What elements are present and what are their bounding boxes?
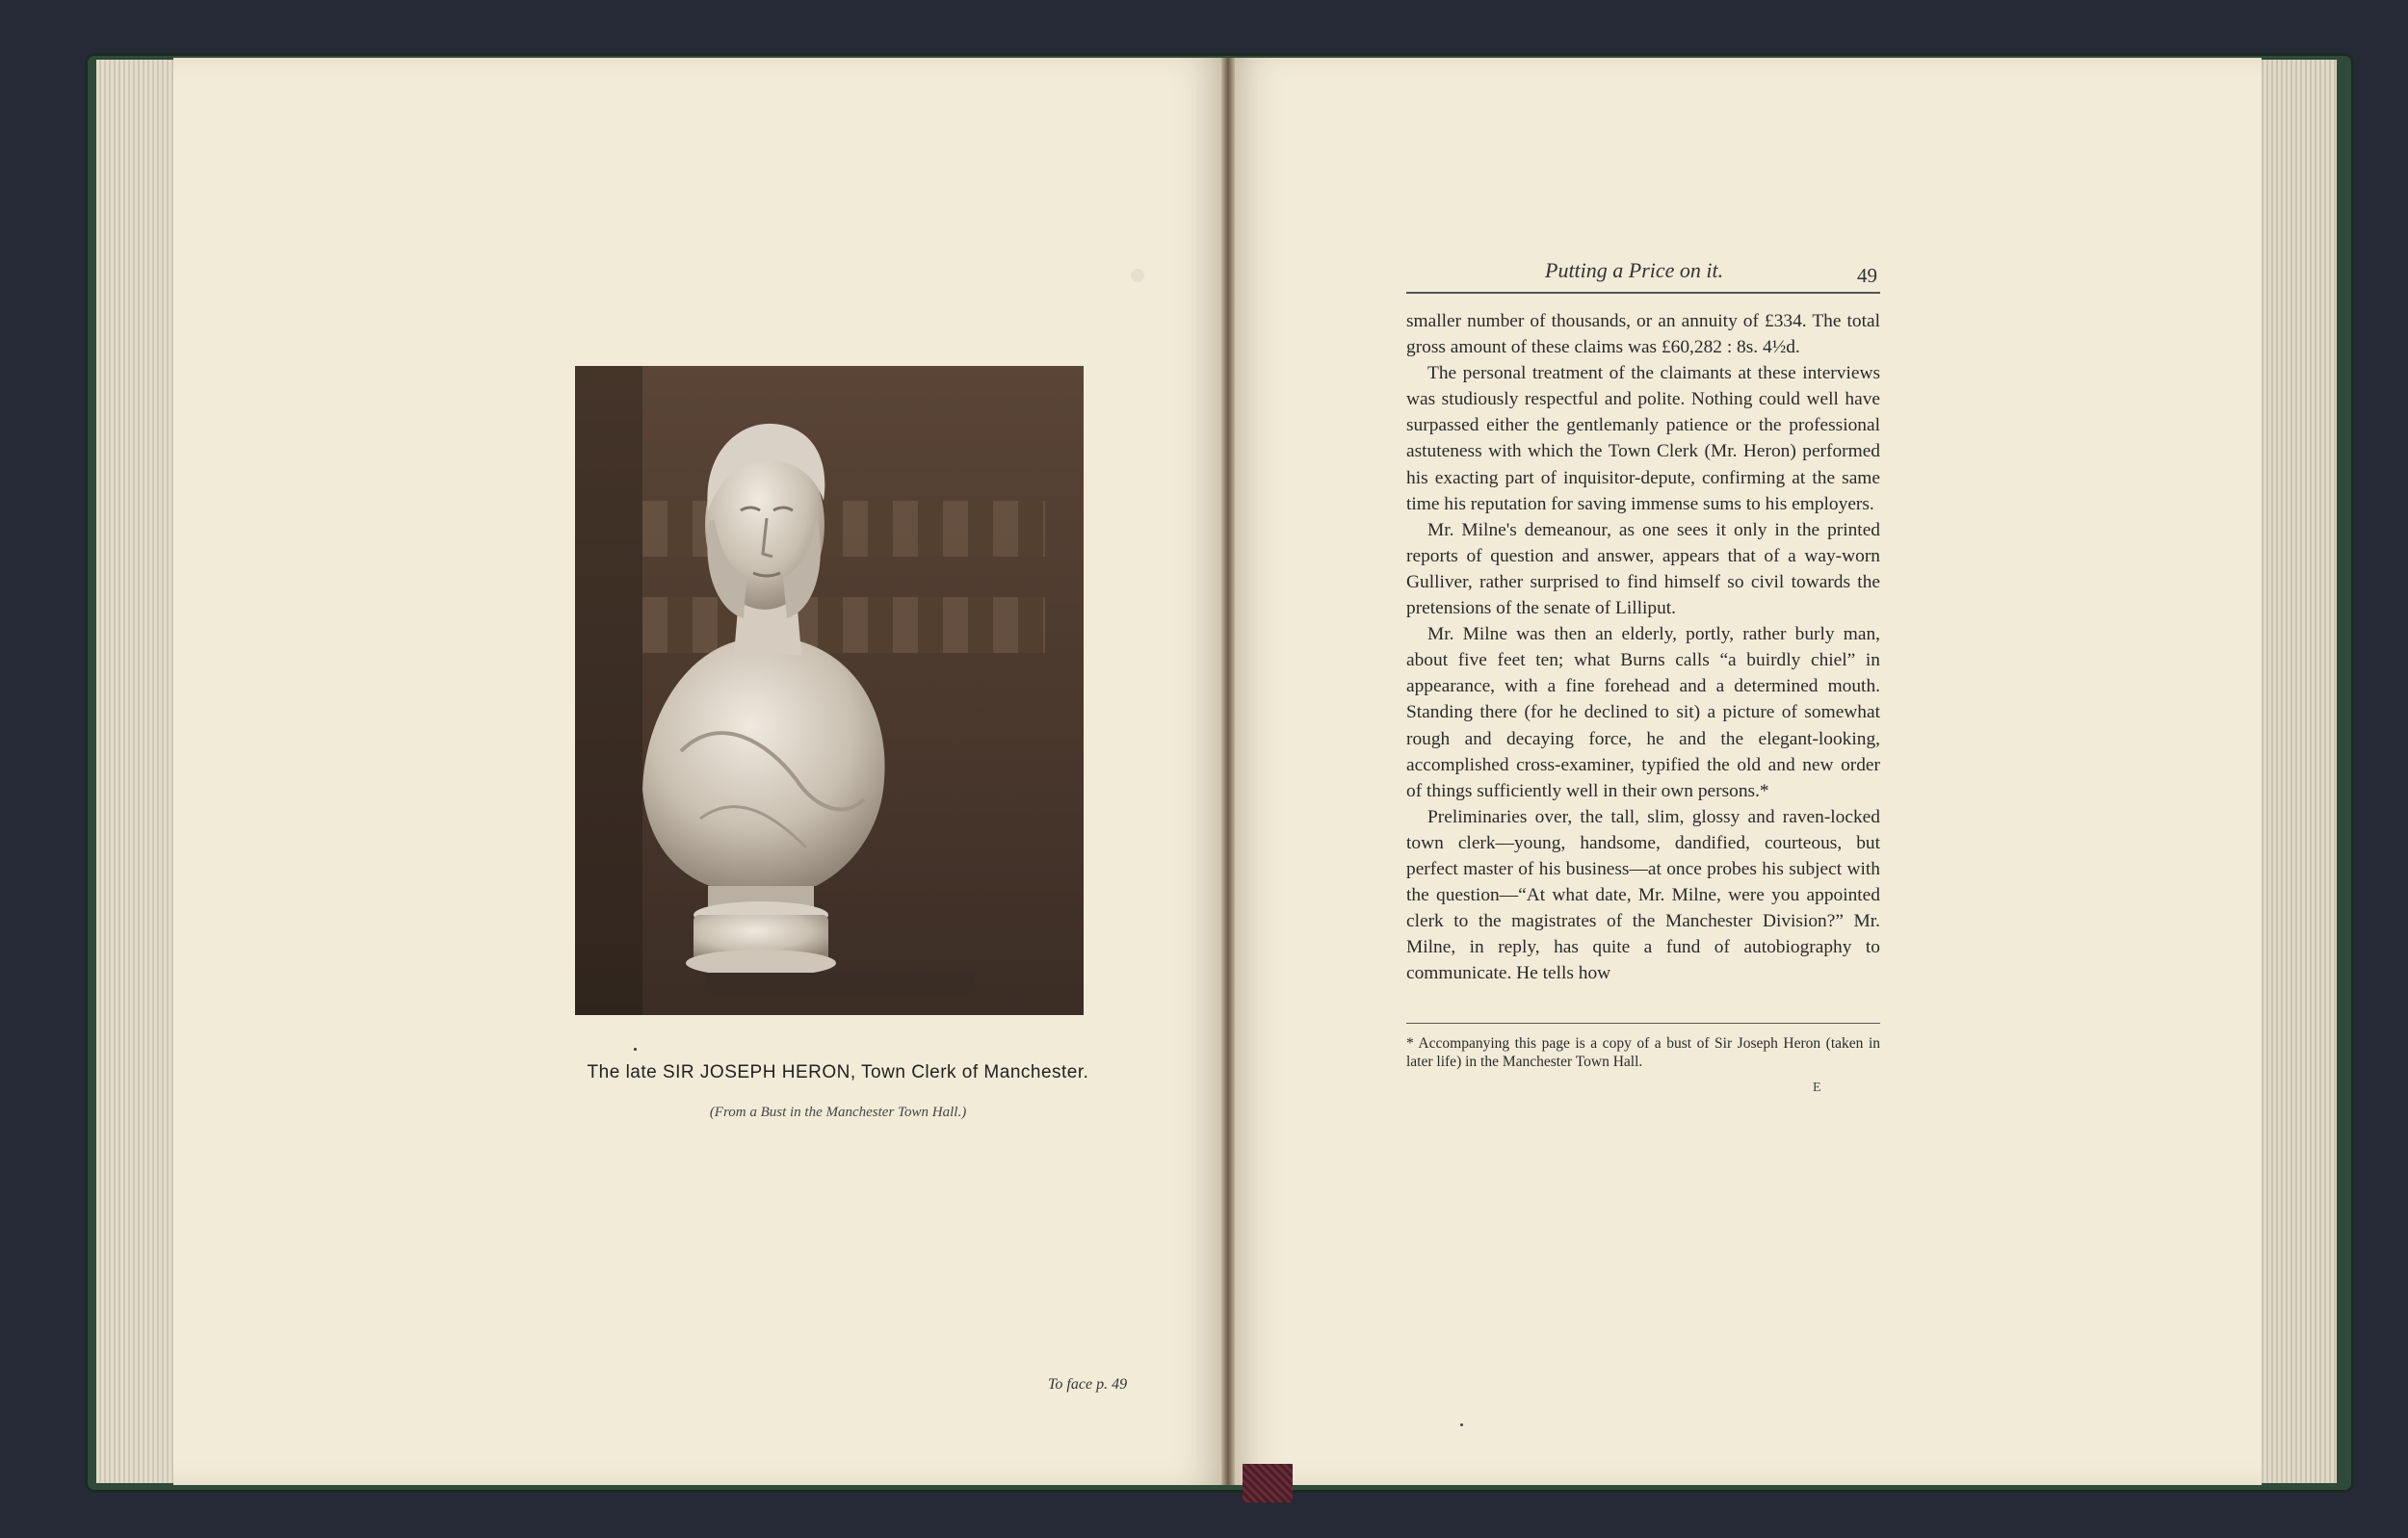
book-gutter bbox=[1221, 58, 1235, 1485]
header-rule bbox=[1406, 292, 1880, 294]
running-head: Putting a Price on it. bbox=[1545, 258, 1724, 282]
bust-figure bbox=[575, 366, 1084, 1015]
body-text bbox=[1406, 308, 1880, 986]
plate-mark bbox=[634, 1048, 637, 1051]
paragraph: The personal treatment of the claimants at these interviews was studiously respectful and polite. Nothing could well have surpassed either the gentlemanly patience or the professional astuteness with which the Town Clerk (Mr. Heron) performed his exacting part of inquisitor-depute, confirming at the same time his reputation for saving immense sums to his employers. bbox=[1406, 363, 1880, 514]
plate-caption: The late SIR JOSEPH HERON, Town Clerk of Manchester. bbox=[587, 1062, 1089, 1082]
to-face-note: To face p. 49 bbox=[1048, 1376, 1128, 1393]
paragraph: Mr. Milne's demeanour, as one sees it only in the printed reports of question and answer, appears that of a way-worn Gulliver, rather surprised to find himself so civil towards the pretensions of the senate of Lilliput. bbox=[1406, 519, 1880, 619]
footnote: * Accompanying this page is a copy of a bust of Sir Joseph Heron (taken in later life) in the Manchester Town Hall. bbox=[1406, 1035, 1880, 1070]
paragraph: Preliminaries over, the tall, slim, glossy and raven-locked town clerk—young, handsome, dandified, courteous, but perfect master of his business—at once probes his subject with the question—“At what date, Mr. Milne, were you appointed clerk to the magistrates of the Manchester Division?” Mr. Milne, in reply, has quite a fund of autobiography to communicate. He tells how bbox=[1406, 806, 1880, 984]
page-edges-left bbox=[96, 60, 173, 1483]
page-mark bbox=[1460, 1423, 1463, 1426]
paragraph: smaller number of thousands, or an annuity of £334. The total gross amount of these claims was £60,282 : 8s. 4½d. bbox=[1406, 311, 1880, 358]
page-blemish bbox=[1131, 269, 1144, 282]
plate-source: (From a Bust in the Manchester Town Hall.) bbox=[709, 1105, 967, 1120]
footnote-rule bbox=[1406, 1023, 1880, 1024]
signature-mark: E bbox=[1813, 1081, 1821, 1095]
bust-photograph bbox=[575, 366, 1084, 1015]
ribbon-bookmark bbox=[1243, 1464, 1293, 1502]
paragraph: Mr. Milne was then an elderly, portly, rather burly man, about five feet ten; what Burns calls “a buirdly chiel” in appearance, with a fine forehead and a determined mouth. Standing there (for he declined to sit) a picture of somewhat rough and decaying force, he and the elegant-looking, accomplished cross-examiner, typified the old and new order of things sufficiently well in their own persons.* bbox=[1406, 624, 1880, 801]
page-number: 49 bbox=[1857, 264, 1877, 287]
